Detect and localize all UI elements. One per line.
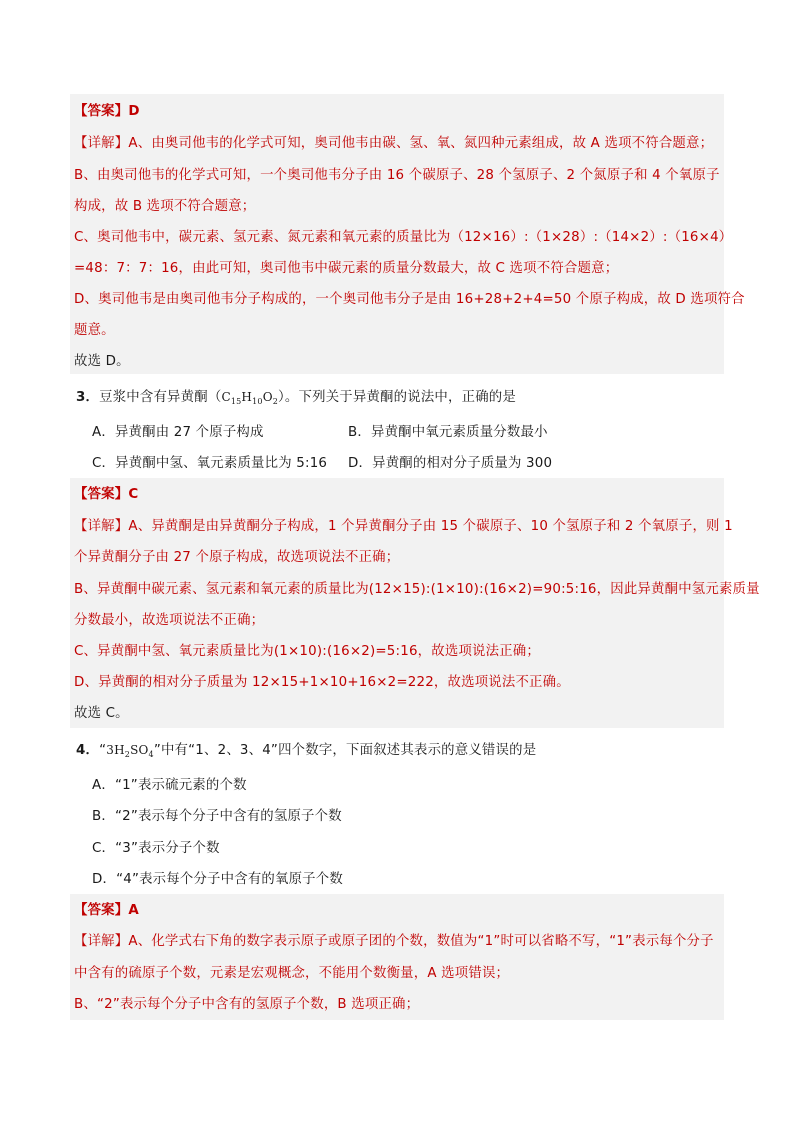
explanation-line: 【详解】A、由奥司他韦的化学式可知，奥司他韦由碳、氢、氧、氮四种元素组成，故 A 选项不符合题意； — [74, 136, 714, 151]
explanation-line: 分数最小，故选项说法不正确； — [74, 613, 265, 628]
explanation-line: C、异黄酮中氢、氧元素质量比为(1×10):(16×2)=5:16，故选项说法正确； — [74, 644, 540, 659]
answer-tag: 【答案】 — [74, 104, 129, 119]
question-4-stem — [76, 742, 536, 763]
explanation-line: 【详解】A、异黄酮是由异黄酮分子构成，1 个异黄酮分子由 15 个碳原子、10 个氢原子和 2 个氧原子，则 1 — [74, 519, 733, 534]
option-b[interactable]: B．异黄酮中氧元素质量分数最小 — [348, 425, 548, 440]
explanation-line: B、“2”表示每个分子中含有的氢原子个数，B 选项正确； — [74, 997, 420, 1012]
stem-text: “ — [99, 743, 107, 758]
explanation-line: C、奥司他韦中，碳元素、氢元素、氮元素和氧元素的质量比为（12×16）:（1×28）:（14×2）:（16×4） — [74, 230, 733, 245]
question-3-stem — [76, 389, 516, 410]
answer-value: C — [128, 487, 139, 502]
explanation-line: B、由奥司他韦的化学式可知，一个奥司他韦分子由 16 个碳原子、28 个氢原子、2 个氮原子和 4 个氧原子 — [74, 168, 720, 183]
explanation-line: 题意。 — [74, 323, 115, 338]
option-d[interactable]: D．“4”表示每个分子中含有的氧原子个数 — [92, 872, 343, 887]
option-c[interactable]: C．异黄酮中氢、氧元素质量比为 5:16 — [92, 456, 328, 471]
explanation-line: D、奥司他韦是由奥司他韦分子构成的，一个奥司他韦分子是由 16+28+2+4=50 个原子构成，故 D 选项符合 — [74, 292, 745, 307]
chemical-formula: $3H_2SO_4$ — [106, 743, 154, 759]
question-number: 3． — [76, 390, 100, 405]
stem-text: 豆浆中含有异黄酮（ — [99, 390, 222, 405]
option-c[interactable]: C．“3”表示分子个数 — [92, 841, 220, 856]
option-a[interactable]: A．“1”表示硫元素的个数 — [92, 778, 247, 793]
conclusion-line: 故选 C。 — [74, 706, 129, 721]
answer-value: D — [128, 104, 140, 119]
explanation-line: 个异黄酮分子由 27 个原子构成，故选项说法不正确； — [74, 550, 400, 565]
chemical-formula: $C_{15}H_{10}O_2$ — [221, 390, 279, 406]
answer-line — [74, 903, 139, 919]
answer-tag: 【答案】 — [74, 487, 129, 502]
option-d[interactable]: D．异黄酮的相对分子质量为 300 — [348, 456, 553, 471]
explanation-line: =48：7：7：16，由此可知，奥司他韦中碳元素的质量分数最大，故 C 选项不符合题意； — [74, 261, 619, 276]
explanation-line: B、异黄酮中碳元素、氢元素和氧元素的质量比为(12×15):(1×10):(16×2)=90:5:16，因此异黄酮中氢元素质量 — [74, 582, 760, 597]
option-b[interactable]: B．“2”表示每个分子中含有的氢原子个数 — [92, 809, 342, 824]
answer-line — [74, 487, 138, 503]
explanation-line: 【详解】A、化学式右下角的数字表示原子或原子团的个数，数值为“1”时可以省略不写，“1”表示每个分子 — [74, 934, 714, 949]
explanation-line: 中含有的硫原子个数，元素是宏观概念，不能用个数衡量，A 选项错误； — [74, 966, 510, 981]
explanation-line: D、异黄酮的相对分子质量为 12×15+1×10+16×2=222，故选项说法不正确。 — [74, 675, 570, 690]
stem-text: ”中有“1、2、3、4”四个数字，下面叙述其表示的意义错误的是 — [153, 743, 537, 758]
option-a[interactable]: A．异黄酮由 27 个原子构成 — [92, 425, 264, 440]
answer-tag: 【答案】 — [74, 903, 129, 918]
stem-text: ）。下列关于异黄酮的说法中，正确的是 — [278, 390, 516, 405]
answer-value: A — [128, 903, 139, 918]
conclusion-line: 故选 D。 — [74, 354, 130, 369]
explanation-line: 构成，故 B 选项不符合题意； — [74, 199, 256, 214]
answer-line — [74, 104, 140, 120]
question-number: 4． — [76, 743, 100, 758]
